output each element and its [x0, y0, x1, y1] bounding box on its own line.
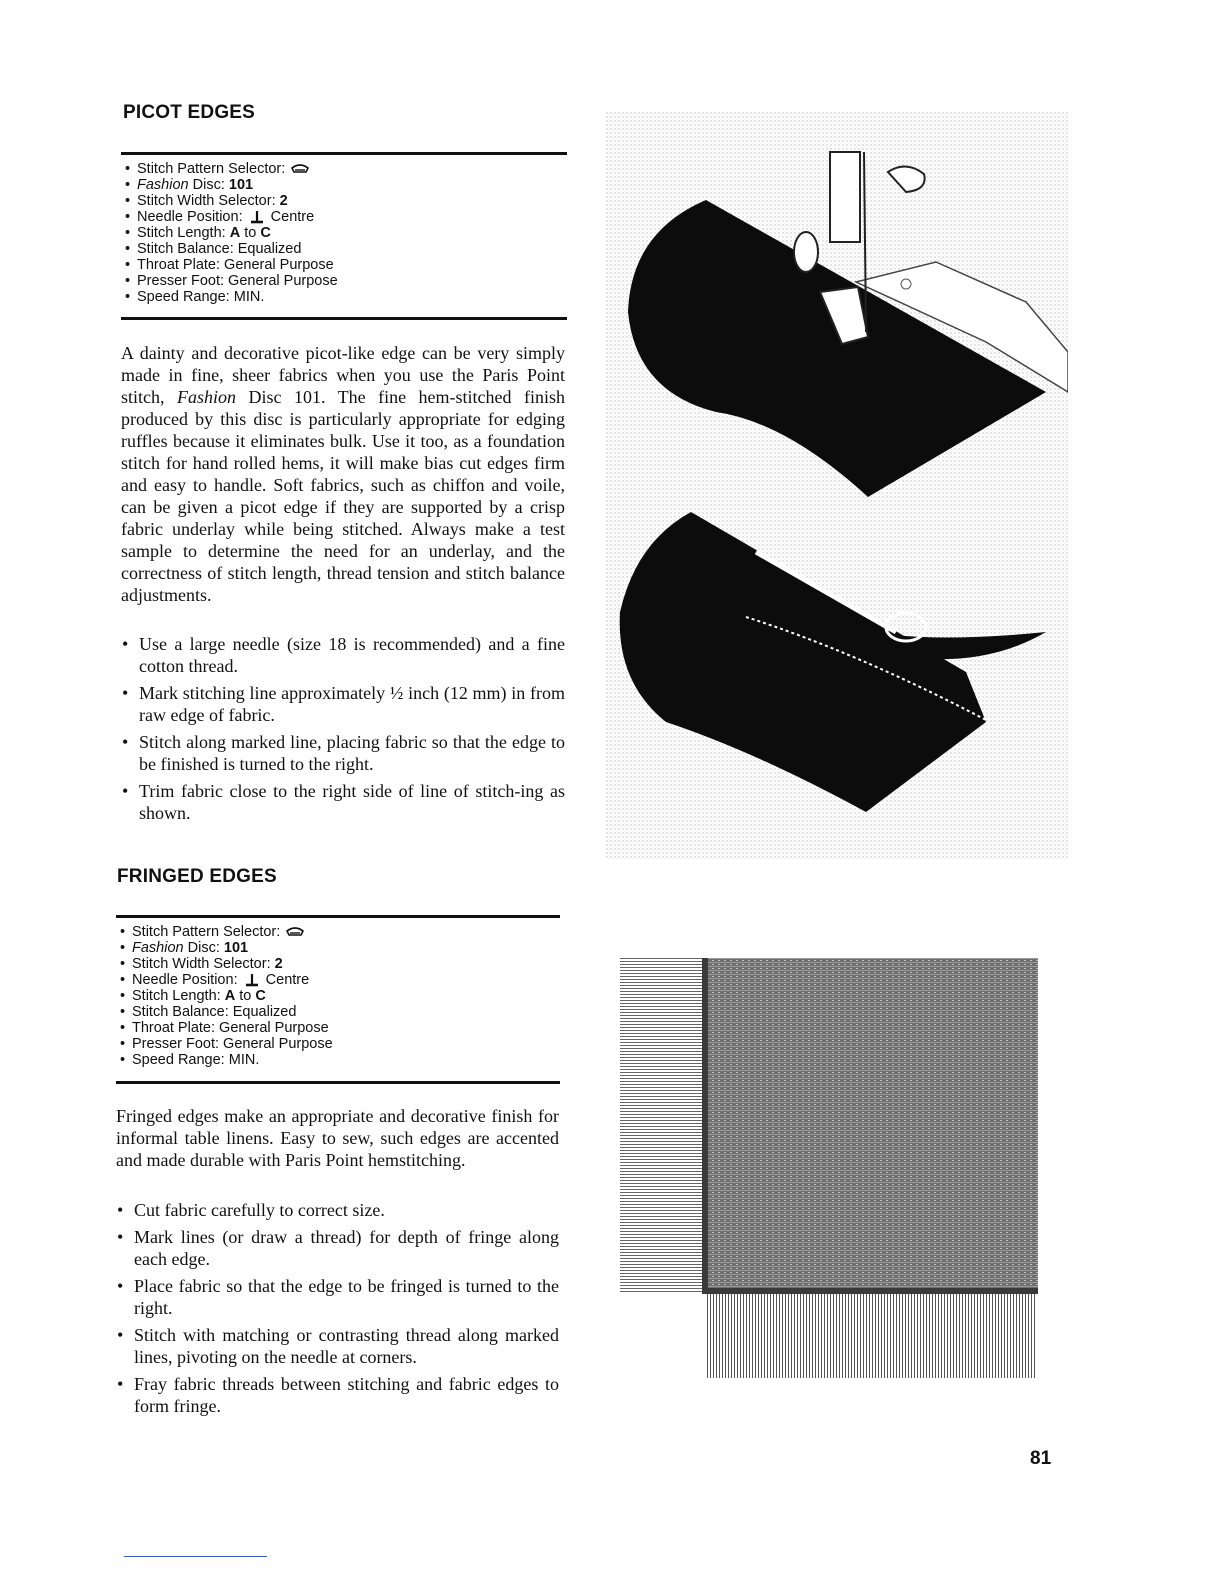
step-item: • Mark lines (or draw a thread) for depth of fringe along each edge.: [116, 1226, 559, 1270]
step-item: • Place fabric so that the edge to be fringed is turned to the right.: [116, 1275, 559, 1319]
picot-steps: [121, 633, 565, 829]
settings-item: • Stitch Width Selector: 2: [121, 193, 567, 209]
step-item: • Cut fabric carefully to correct size.: [116, 1199, 559, 1221]
settings-item: • Stitch Balance: Equalized: [116, 1004, 560, 1020]
page-number: 81: [1030, 1448, 1052, 1469]
settings-item: • Stitch Width Selector: 2: [116, 956, 560, 972]
step-item: • Stitch with matching or contrasting thread along marked lines, pivoting on the needle at corners.: [116, 1324, 559, 1368]
needle-centre-icon: [247, 210, 267, 224]
footer-divider: [124, 1556, 267, 1557]
needle-centre-icon: [242, 973, 262, 987]
settings-item: • Throat Plate: General Purpose: [121, 257, 567, 273]
picot-title: PICOT EDGES: [123, 102, 256, 123]
fringed-fabric-illustration: [620, 958, 1042, 1378]
fringe-bottom: [705, 1294, 1035, 1378]
settings-item: • Fashion Disc: 101: [121, 177, 567, 193]
stitch-line-bottom: [705, 1288, 1038, 1294]
stitch-line-left: [702, 958, 708, 1294]
step-item: • Trim fabric close to the right side of line of stitch-ing as shown.: [121, 780, 565, 824]
fringed-paragraph: Fringed edges make an appropriate and decorative finish for informal table linens. Easy to sew, such edges are accented and made durable with Paris Point hemstitching.: [116, 1106, 559, 1170]
paris-point-stitch-icon: [289, 162, 311, 176]
fringed-steps: [116, 1199, 559, 1422]
settings-item: • Stitch Length: A to C: [121, 225, 567, 241]
fringed-title: FRINGED EDGES: [117, 866, 277, 887]
settings-item: • Speed Range: MIN.: [121, 289, 567, 305]
presser-bar: [830, 152, 860, 242]
step-item: • Mark stitching line approximately ½ inch (12 mm) in from raw edge of fabric.: [121, 682, 565, 726]
fabric-square: [705, 958, 1038, 1294]
settings-item: • Presser Foot: General Purpose: [121, 273, 567, 289]
settings-item: • Presser Foot: General Purpose: [116, 1036, 560, 1052]
paris-point-stitch-icon: [284, 925, 306, 939]
fringe-left: [620, 958, 705, 1294]
settings-item: • Stitch Balance: Equalized: [121, 241, 567, 257]
settings-item: • Needle Position: Centre: [116, 972, 560, 988]
settings-label: Stitch Pattern Selector:: [137, 161, 286, 177]
settings-item: • Stitch Pattern Selector:: [116, 924, 560, 940]
fringed-settings-box: [116, 915, 560, 1084]
foot-screw: [794, 232, 818, 272]
picot-paragraph: A dainty and decorative picot-like edge can be very simply made in fine, sheer fabrics when you use the Paris Point stitch, Fashion Disc 101. The fine hem-stitched finish produced by this disc is particularly appropriate for edging ruffles because it eliminates bulk. Use it too, as a foundation stitch for hand rolled hems, it will make bias cut edges firm and easy to handle. Soft fabrics, such as chiffon and voile, can be given a picot edge if they are supported by a crisp fabric underlay while being stitched. Always make a test sample to determine the need for an underlay, and the correctness of stitch length, thread tension and stitch balance adjustments.: [121, 343, 566, 605]
settings-item: • Throat Plate: General Purpose: [116, 1020, 560, 1036]
step-item: • Stitch along marked line, placing fabric so that the edge to be finished is turned to the right.: [121, 731, 565, 775]
settings-item: • Needle Position: Centre: [121, 209, 567, 225]
step-item: • Fray fabric threads between stitching and fabric edges to form fringe.: [116, 1373, 559, 1417]
step-item: • Use a large needle (size 18 is recommended) and a fine cotton thread.: [121, 633, 565, 677]
picot-sewing-illustration: [606, 112, 1068, 860]
picot-settings-box: [121, 152, 567, 320]
settings-item: • Stitch Length: A to C: [116, 988, 560, 1004]
settings-item: [121, 161, 567, 177]
settings-item: • Speed Range: MIN.: [116, 1052, 560, 1068]
settings-item: • Fashion Disc: 101: [116, 940, 560, 956]
